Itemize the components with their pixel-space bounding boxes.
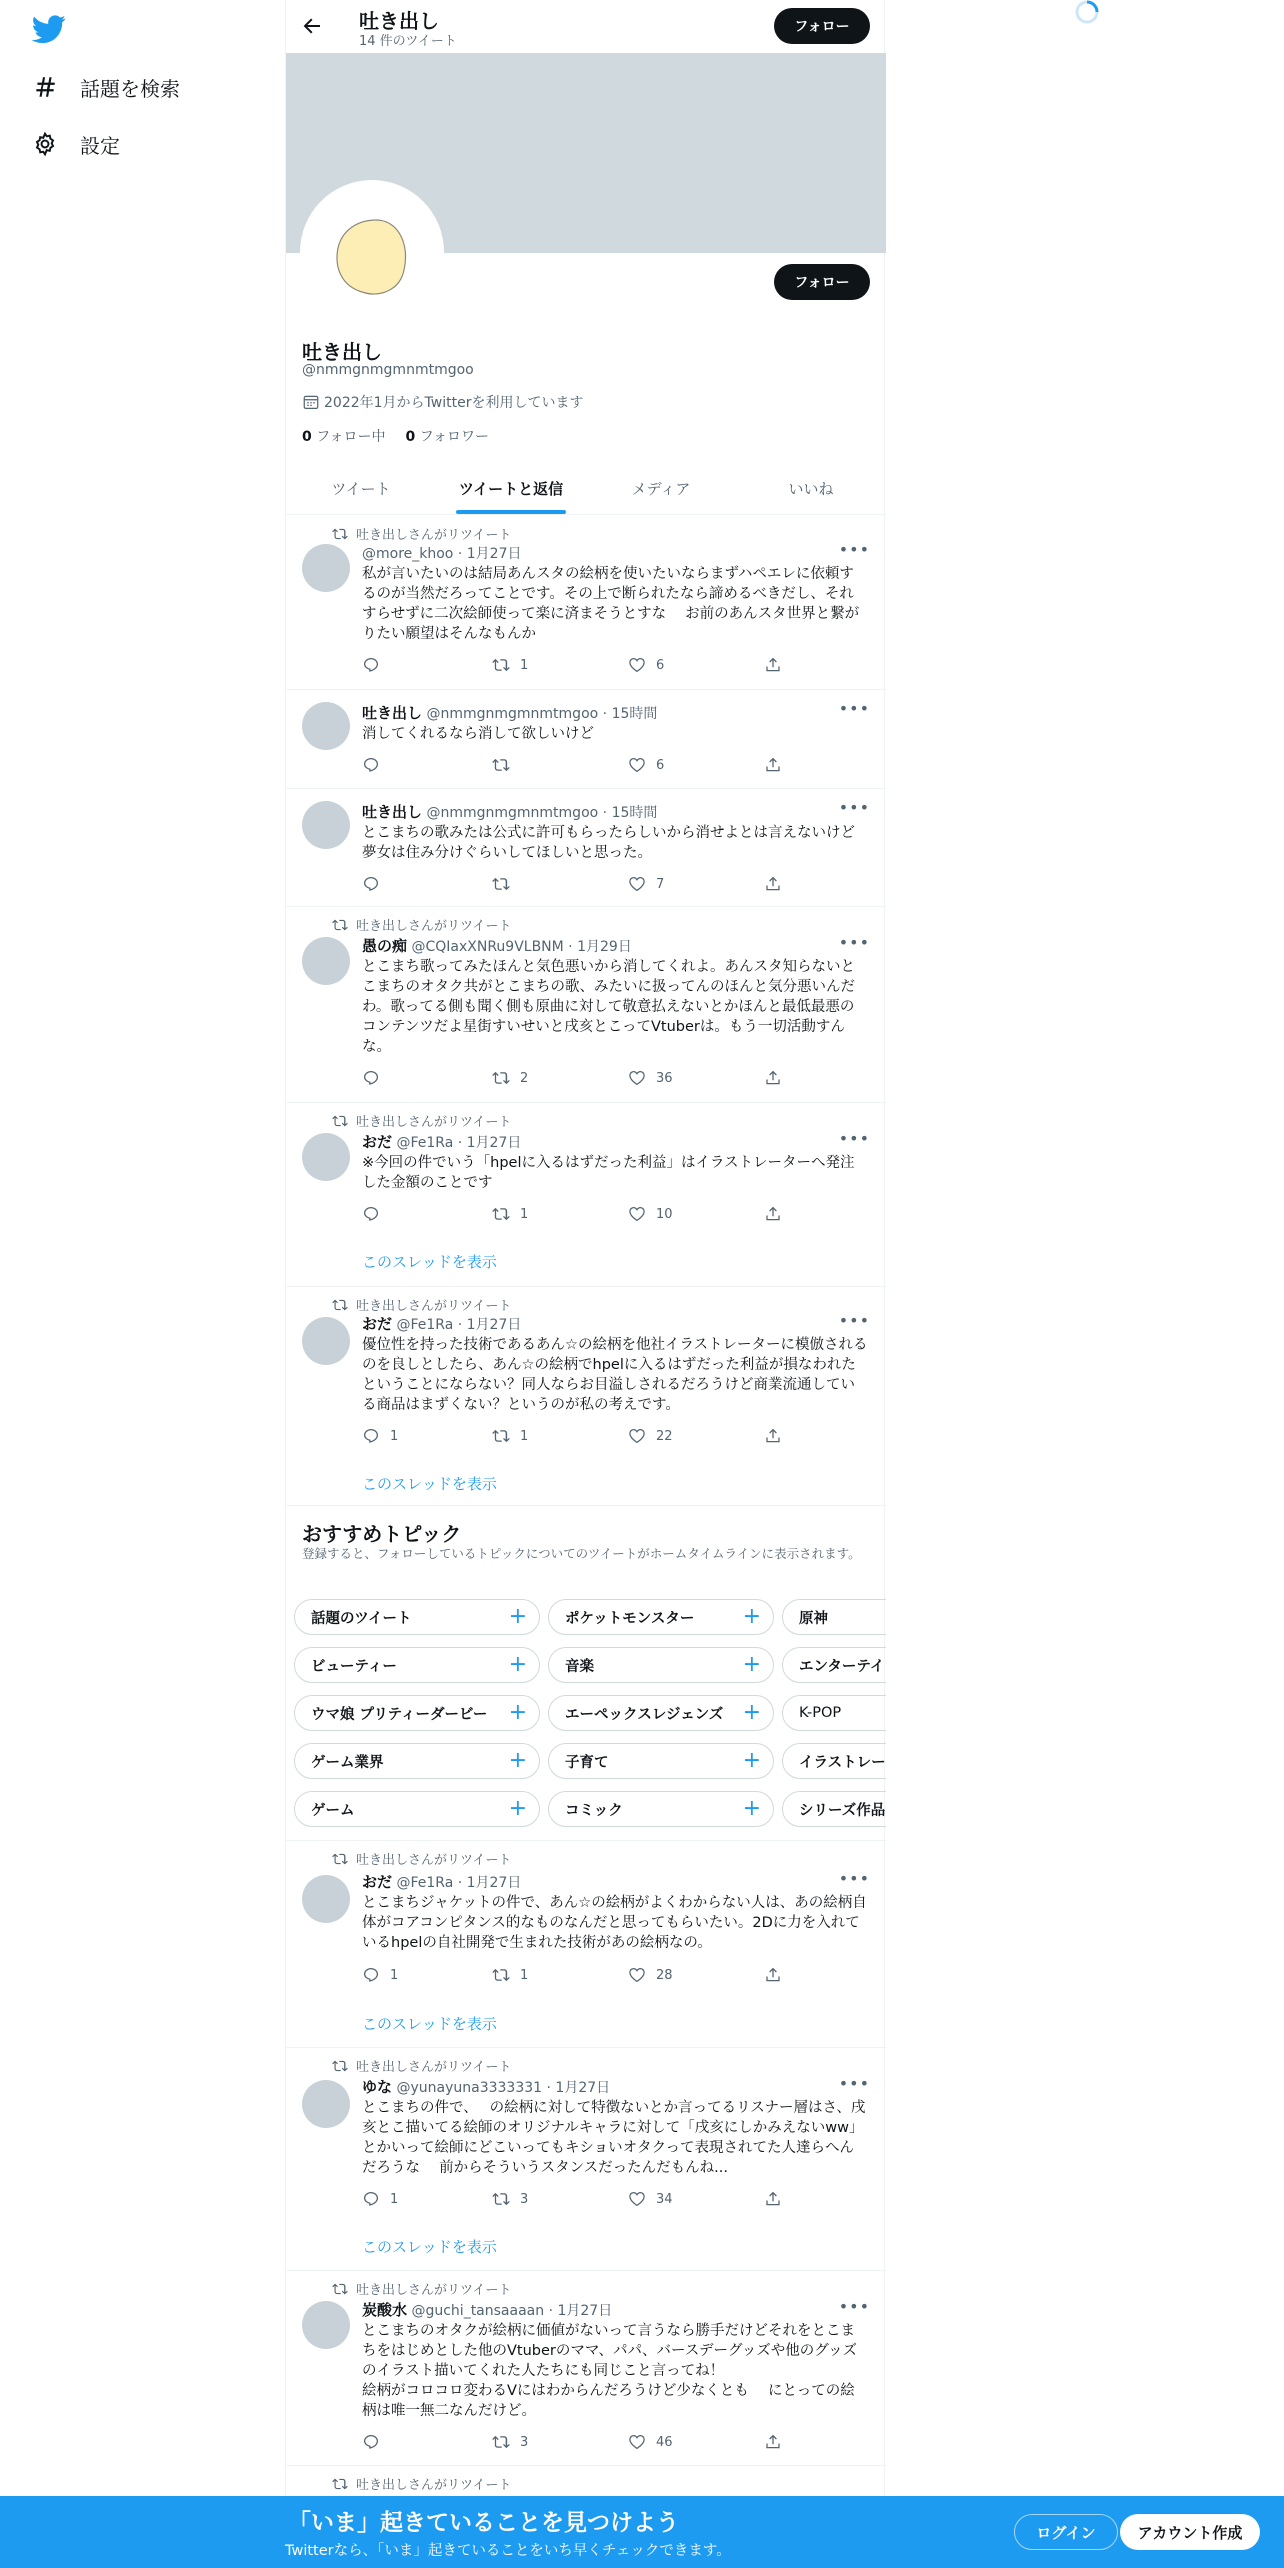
- share-button[interactable]: [764, 1427, 782, 1445]
- plus-icon[interactable]: +: [508, 1604, 527, 1629]
- topic-chip[interactable]: ウマ娘 プリティーダービー +: [294, 1695, 540, 1731]
- reply-icon: [362, 2433, 380, 2451]
- share-button[interactable]: [764, 756, 782, 774]
- reply-button[interactable]: [362, 1069, 390, 1087]
- retweet-button[interactable]: 3: [492, 2190, 528, 2208]
- nav-explore-label: 話題を検索: [80, 76, 180, 101]
- heart-icon: [628, 1966, 646, 1984]
- plus-icon[interactable]: +: [508, 1748, 527, 1773]
- share-button[interactable]: [764, 1966, 782, 1984]
- reply-icon: [362, 1205, 380, 1223]
- tweet-item[interactable]: [286, 516, 886, 690]
- back-arrow-icon[interactable]: [300, 14, 324, 38]
- retweet-icon: [332, 1851, 348, 1867]
- reply-button[interactable]: [362, 656, 390, 674]
- tweet-actions: [362, 2190, 802, 2210]
- nav-settings-label: 設定: [80, 133, 120, 158]
- followers-link[interactable]: 0 フォロワー: [405, 429, 490, 445]
- profile-joined: [302, 392, 583, 412]
- retweet-button[interactable]: [492, 875, 520, 893]
- tab-likes[interactable]: いいね: [788, 479, 834, 498]
- retweet-button[interactable]: 1: [492, 1205, 528, 1223]
- retweet-icon: [492, 656, 510, 674]
- retweet-icon: [332, 917, 348, 933]
- tweet-header: おだ @Fe1Ra · 1月27日: [362, 1873, 522, 1891]
- twitter-logo-icon[interactable]: [32, 12, 66, 46]
- more-options-icon[interactable]: •••: [838, 2074, 870, 2093]
- signup-button[interactable]: アカウント作成: [1120, 2514, 1260, 2550]
- topic-chip[interactable]: K-POP: [782, 1695, 886, 1731]
- tweet-text: とこまち歌ってみたほんと気色悪いから消してくれよ。あんスタ知らないとこまちのオタク共がとこまちの歌、みたいに扱ってんのほんと気分悪いんだわ。歌ってる側も聞く側も原曲に対して敬意払えないとかほんと最低最悪のコンテンツだよ星街すいせいと戌亥とこってVtuberは。もう一切活動すんな。: [362, 959, 855, 1055]
- tweet-item[interactable]: [286, 1841, 886, 2048]
- tweet-text: とこまちの歌みたは公式に許可もらったらしいから消せよとは言えないけど夢女は住み分けぐらいしてほしいと思った。: [362, 825, 855, 861]
- topic-chip[interactable]: エンターテイ: [782, 1647, 886, 1683]
- share-button[interactable]: [764, 1069, 782, 1087]
- share-icon: [764, 1205, 782, 1223]
- tweet-avatar[interactable]: [302, 1133, 350, 1181]
- tweet-avatar[interactable]: [302, 801, 350, 849]
- gear-icon: [32, 131, 58, 157]
- heart-icon: [628, 1069, 646, 1087]
- topic-chip[interactable]: コミック +: [548, 1791, 774, 1827]
- more-options-icon[interactable]: •••: [838, 933, 870, 952]
- tweet-avatar[interactable]: [302, 2080, 350, 2128]
- following-link[interactable]: 0 フォロー中: [302, 429, 386, 445]
- topics-subtitle: 登録すると、フォローしているトピックについてのツイートがホームタイムラインに表示されます。: [302, 1546, 861, 1561]
- signup-banner-subtitle: Twitterなら、「いま」起きていることをいち早くチェックできます。: [285, 2543, 731, 2559]
- heart-icon: [628, 756, 646, 774]
- retweet-icon: [492, 2433, 510, 2451]
- retweet-icon: [492, 756, 510, 774]
- like-button[interactable]: 36: [628, 1069, 673, 1087]
- tweet-item[interactable]: [286, 1287, 886, 1506]
- retweet-button[interactable]: 1: [492, 656, 528, 674]
- tweet-header: @more_khoo · 1月27日: [362, 546, 522, 562]
- share-icon: [764, 2190, 782, 2208]
- topic-chip[interactable]: 音楽 +: [548, 1647, 774, 1683]
- tweet-avatar[interactable]: [302, 2301, 350, 2349]
- retweet-icon: [332, 2476, 348, 2492]
- more-options-icon[interactable]: •••: [838, 2297, 870, 2316]
- tweet-actions: [362, 1069, 802, 1089]
- tab-tweets[interactable]: ツイート: [331, 479, 391, 498]
- reply-icon: [362, 756, 380, 774]
- like-button[interactable]: 22: [628, 1427, 673, 1445]
- signup-banner-title: 「いま」起きていることを見つけよう: [288, 2510, 679, 2536]
- tweet-avatar[interactable]: [302, 544, 350, 592]
- tweet-item[interactable]: [286, 1103, 886, 1287]
- tweet-avatar[interactable]: [302, 1875, 350, 1923]
- retweet-indicator: 吐き出しさんがリツイート: [362, 1295, 511, 1314]
- main-column: [285, 0, 885, 2568]
- nav-settings[interactable]: [32, 124, 120, 164]
- show-thread-link[interactable]: このスレッドを表示: [362, 1253, 497, 1271]
- retweet-icon: [332, 2281, 348, 2297]
- topic-chip[interactable]: ゲーム業界 +: [294, 1743, 540, 1779]
- retweet-indicator: 吐き出しさんがリツイート: [362, 2056, 511, 2075]
- reply-icon: [362, 1427, 380, 1445]
- like-button[interactable]: 6: [628, 656, 664, 674]
- nav-explore[interactable]: [32, 67, 180, 107]
- tweet-actions: [362, 1205, 802, 1225]
- tweet-actions: [362, 1966, 802, 1986]
- tweet-item[interactable]: [286, 907, 886, 1103]
- plus-icon[interactable]: +: [508, 1652, 527, 1677]
- retweet-icon: [492, 875, 510, 893]
- tweet-header: 吐き出し @nmmgnmgmnmtmgoo · 15時間: [362, 704, 658, 722]
- plus-icon[interactable]: +: [508, 1700, 527, 1725]
- tweet-item[interactable]: [286, 2048, 886, 2271]
- tweet-header: 愚の痴 @CQIaxXNRu9VLBNM · 1月29日: [362, 937, 632, 955]
- share-icon: [764, 756, 782, 774]
- profile-header-bar: [286, 0, 886, 53]
- retweet-indicator: 吐き出しさんがリツイート: [362, 1111, 511, 1130]
- more-options-icon[interactable]: •••: [838, 540, 870, 559]
- topic-chip[interactable]: 原神: [782, 1599, 886, 1635]
- more-options-icon[interactable]: •••: [838, 1311, 870, 1330]
- hashtag-icon: [32, 74, 58, 100]
- topic-chip[interactable]: 子育て +: [548, 1743, 774, 1779]
- retweet-button[interactable]: 2: [492, 1069, 528, 1087]
- tweet-count: 14 件のツイート: [359, 34, 457, 49]
- topic-chip[interactable]: ポケットモンスター +: [548, 1599, 774, 1635]
- login-button[interactable]: ログイン: [1014, 2514, 1118, 2550]
- recommended-topics: [286, 1506, 886, 1841]
- tweet-header: 吐き出し @nmmgnmgmnmtmgoo · 15時間: [362, 803, 658, 821]
- tweet-avatar[interactable]: [302, 937, 350, 985]
- plus-icon[interactable]: +: [742, 1748, 761, 1773]
- retweet-icon: [492, 1427, 510, 1445]
- reply-button[interactable]: 1: [362, 2190, 398, 2208]
- topic-chip[interactable]: ビューティー +: [294, 1647, 540, 1683]
- reply-button[interactable]: [362, 756, 390, 774]
- tweet-item[interactable]: [286, 789, 886, 907]
- retweet-icon: [332, 1113, 348, 1129]
- more-options-icon[interactable]: •••: [838, 1129, 870, 1148]
- retweet-indicator: 吐き出しさんがリツイート: [362, 2474, 511, 2493]
- signup-banner: [0, 2496, 1284, 2568]
- profile-avatar[interactable]: [300, 180, 444, 324]
- tweet-avatar[interactable]: [302, 702, 350, 750]
- share-button[interactable]: [764, 2433, 782, 2451]
- tweet-text: 優位性を持った技術であるあん☆の絵柄を他社イラストレーターに模倣されるのを良しとしたら、あん☆の絵柄でhpelに入るはずだった利益が損なわれたということにならない？同人ならお目溢しされるだろうけど商業流通している商品はまずくない？というのが私の考えです。: [362, 1337, 868, 1413]
- heart-icon: [628, 2433, 646, 2451]
- plus-icon[interactable]: +: [742, 1700, 761, 1725]
- profile-joined-text: 2022年1月からTwitterを利用しています: [324, 395, 584, 411]
- page-title: 吐き出し: [359, 9, 439, 33]
- heart-icon: [628, 875, 646, 893]
- like-button[interactable]: 6: [628, 756, 664, 774]
- share-icon: [764, 2433, 782, 2451]
- share-icon: [764, 1069, 782, 1087]
- reply-icon: [362, 875, 380, 893]
- topic-chip[interactable]: ゲーム +: [294, 1791, 540, 1827]
- tweet-text: 消してくれるなら消して欲しいけど: [362, 726, 594, 742]
- share-icon: [764, 656, 782, 674]
- share-button[interactable]: [764, 2190, 782, 2208]
- reply-button[interactable]: [362, 875, 390, 893]
- retweet-indicator: 吐き出しさんがリツイート: [362, 2279, 511, 2298]
- tweet-header: おだ @Fe1Ra · 1月27日: [362, 1315, 522, 1333]
- show-thread-link[interactable]: このスレッドを表示: [362, 1475, 497, 1493]
- show-thread-link[interactable]: このスレッドを表示: [362, 2238, 497, 2256]
- reply-icon: [362, 656, 380, 674]
- share-button[interactable]: [764, 875, 782, 893]
- retweet-button[interactable]: [492, 756, 520, 774]
- heart-icon: [628, 1427, 646, 1445]
- tweet-text: とこまちの件で、 の絵柄に対して特徴ないとか言ってるリスナー層はさ、戌亥とこ描いてる絵師のオリジナルキャラに対して「戌亥にしかみえないww」とかいって絵師にどこいってもキショいオタクって表現されてた人達らへんだろうな 前からそういうスタンスだったんだもんね...: [362, 2100, 866, 2176]
- tweet-text: ※今回の件でいう「hpelに入るはずだった利益」はイラストレーターへ発注した金額のことです: [362, 1155, 855, 1191]
- share-button[interactable]: [764, 656, 782, 674]
- like-button[interactable]: 46: [628, 2433, 673, 2451]
- profile-handle: @nmmgnmgmnmtmgoo: [302, 362, 474, 378]
- topics-title: おすすめトピック: [302, 1522, 462, 1546]
- more-options-icon[interactable]: •••: [838, 1869, 870, 1888]
- heart-icon: [628, 1205, 646, 1223]
- topic-chip[interactable]: イラストレー: [782, 1743, 886, 1779]
- retweet-icon: [492, 1205, 510, 1223]
- topic-chip[interactable]: 話題のツイート +: [294, 1599, 540, 1635]
- retweet-icon: [332, 2058, 348, 2074]
- profile-name: 吐き出し: [302, 340, 382, 364]
- plus-icon[interactable]: +: [508, 1796, 527, 1821]
- more-options-icon[interactable]: •••: [838, 699, 870, 718]
- tweet-avatar[interactable]: [302, 1317, 350, 1365]
- like-button[interactable]: 7: [628, 875, 664, 893]
- retweet-indicator: 吐き出しさんがリツイート: [362, 915, 511, 934]
- tweet-actions: [362, 875, 802, 895]
- plus-icon[interactable]: +: [742, 1652, 761, 1677]
- reply-button[interactable]: [362, 2433, 390, 2451]
- share-button[interactable]: [764, 1205, 782, 1223]
- tab-media[interactable]: メディア: [631, 479, 691, 498]
- tweet-actions: [362, 1427, 802, 1447]
- retweet-button[interactable]: 1: [492, 1966, 528, 1984]
- tweet-header: ゆな @yunayuna3333331 · 1月27日: [362, 2078, 611, 2096]
- heart-icon: [628, 656, 646, 674]
- plus-icon[interactable]: +: [742, 1796, 761, 1821]
- tweet-header: おだ @Fe1Ra · 1月27日: [362, 1133, 522, 1151]
- share-icon: [764, 875, 782, 893]
- retweet-icon: [492, 1966, 510, 1984]
- reply-button[interactable]: 1: [362, 1966, 398, 1984]
- heart-icon: [628, 2190, 646, 2208]
- tweet-item[interactable]: [286, 2271, 886, 2466]
- show-thread-link[interactable]: このスレッドを表示: [362, 2015, 497, 2033]
- retweet-icon: [332, 1297, 348, 1313]
- tweet-text: 私が言いたいのは結局あんスタの絵柄を使いたいならまずハペエレに依頼するのが当然だろってことです。その上で断られたなら諦めるべきだし、それすらせずに二次絵師使って楽に済まそうとすな お前のあんスタ世界と繋がりたい願望はそんなもんか: [362, 566, 860, 642]
- retweet-button[interactable]: 3: [492, 2433, 528, 2451]
- retweet-indicator: 吐き出しさんがリツイート: [362, 524, 511, 543]
- retweet-button[interactable]: 1: [492, 1427, 528, 1445]
- retweet-icon: [492, 2190, 510, 2208]
- tweet-actions: [362, 2433, 802, 2453]
- share-icon: [764, 1427, 782, 1445]
- more-options-icon[interactable]: •••: [838, 798, 870, 817]
- plus-icon[interactable]: +: [742, 1604, 761, 1629]
- lemon-avatar-icon: [306, 186, 438, 318]
- tweet-actions: [362, 756, 802, 776]
- follow-button[interactable]: フォロー: [774, 264, 870, 300]
- tweet-text: とこまちのオタクが絵柄に価値がないって言うなら勝手だけどそれをとこまちをはじめとした他のVtuberのママ、パパ、バースデーグッズや他のグッズのイラスト描いてくれた人たちにも同じこと言ってね！ 絵柄がコロコロ変わるVにはわからんだろうけど少なくとも にとっての絵柄は唯一無二なんだけど。: [362, 2323, 858, 2419]
- reply-icon: [362, 1069, 380, 1087]
- follow-button-header[interactable]: フォロー: [774, 8, 870, 44]
- retweet-indicator: 吐き出しさんがリツイート: [362, 1849, 511, 1868]
- reply-icon: [362, 1966, 380, 1984]
- like-button[interactable]: 34: [628, 2190, 673, 2208]
- share-icon: [764, 1966, 782, 1984]
- tweet-item[interactable]: [286, 690, 886, 789]
- tweet-text: とこまちジャケットの件で、あん☆の絵柄がよくわからない人は、あの絵柄自体がコアコンピタンス的なものなんだと思ってもらいたい。2Dに力を入れているhpelの自社開発で生まれた技術があの絵柄なの。: [362, 1895, 867, 1951]
- retweet-icon: [492, 1069, 510, 1087]
- retweet-icon: [332, 526, 348, 542]
- reply-icon: [362, 2190, 380, 2208]
- reply-button[interactable]: [362, 1205, 390, 1223]
- reply-button[interactable]: 1: [362, 1427, 398, 1445]
- like-button[interactable]: 10: [628, 1205, 673, 1223]
- topic-chip[interactable]: シリーズ作品: [782, 1791, 886, 1827]
- tweet-header: 炭酸水 @guchi_tansaaaan · 1月27日: [362, 2301, 613, 2319]
- tweet-actions: [362, 656, 802, 676]
- calendar-icon: [302, 393, 320, 411]
- profile-tabs: [286, 462, 886, 515]
- profile-follow-stats: [302, 426, 489, 446]
- tab-tweets-replies[interactable]: ツイートと返信: [436, 462, 586, 514]
- loading-spinner-icon: [1073, 0, 1101, 28]
- topic-chip[interactable]: エーペックスレジェンズ +: [548, 1695, 774, 1731]
- like-button[interactable]: 28: [628, 1966, 673, 1984]
